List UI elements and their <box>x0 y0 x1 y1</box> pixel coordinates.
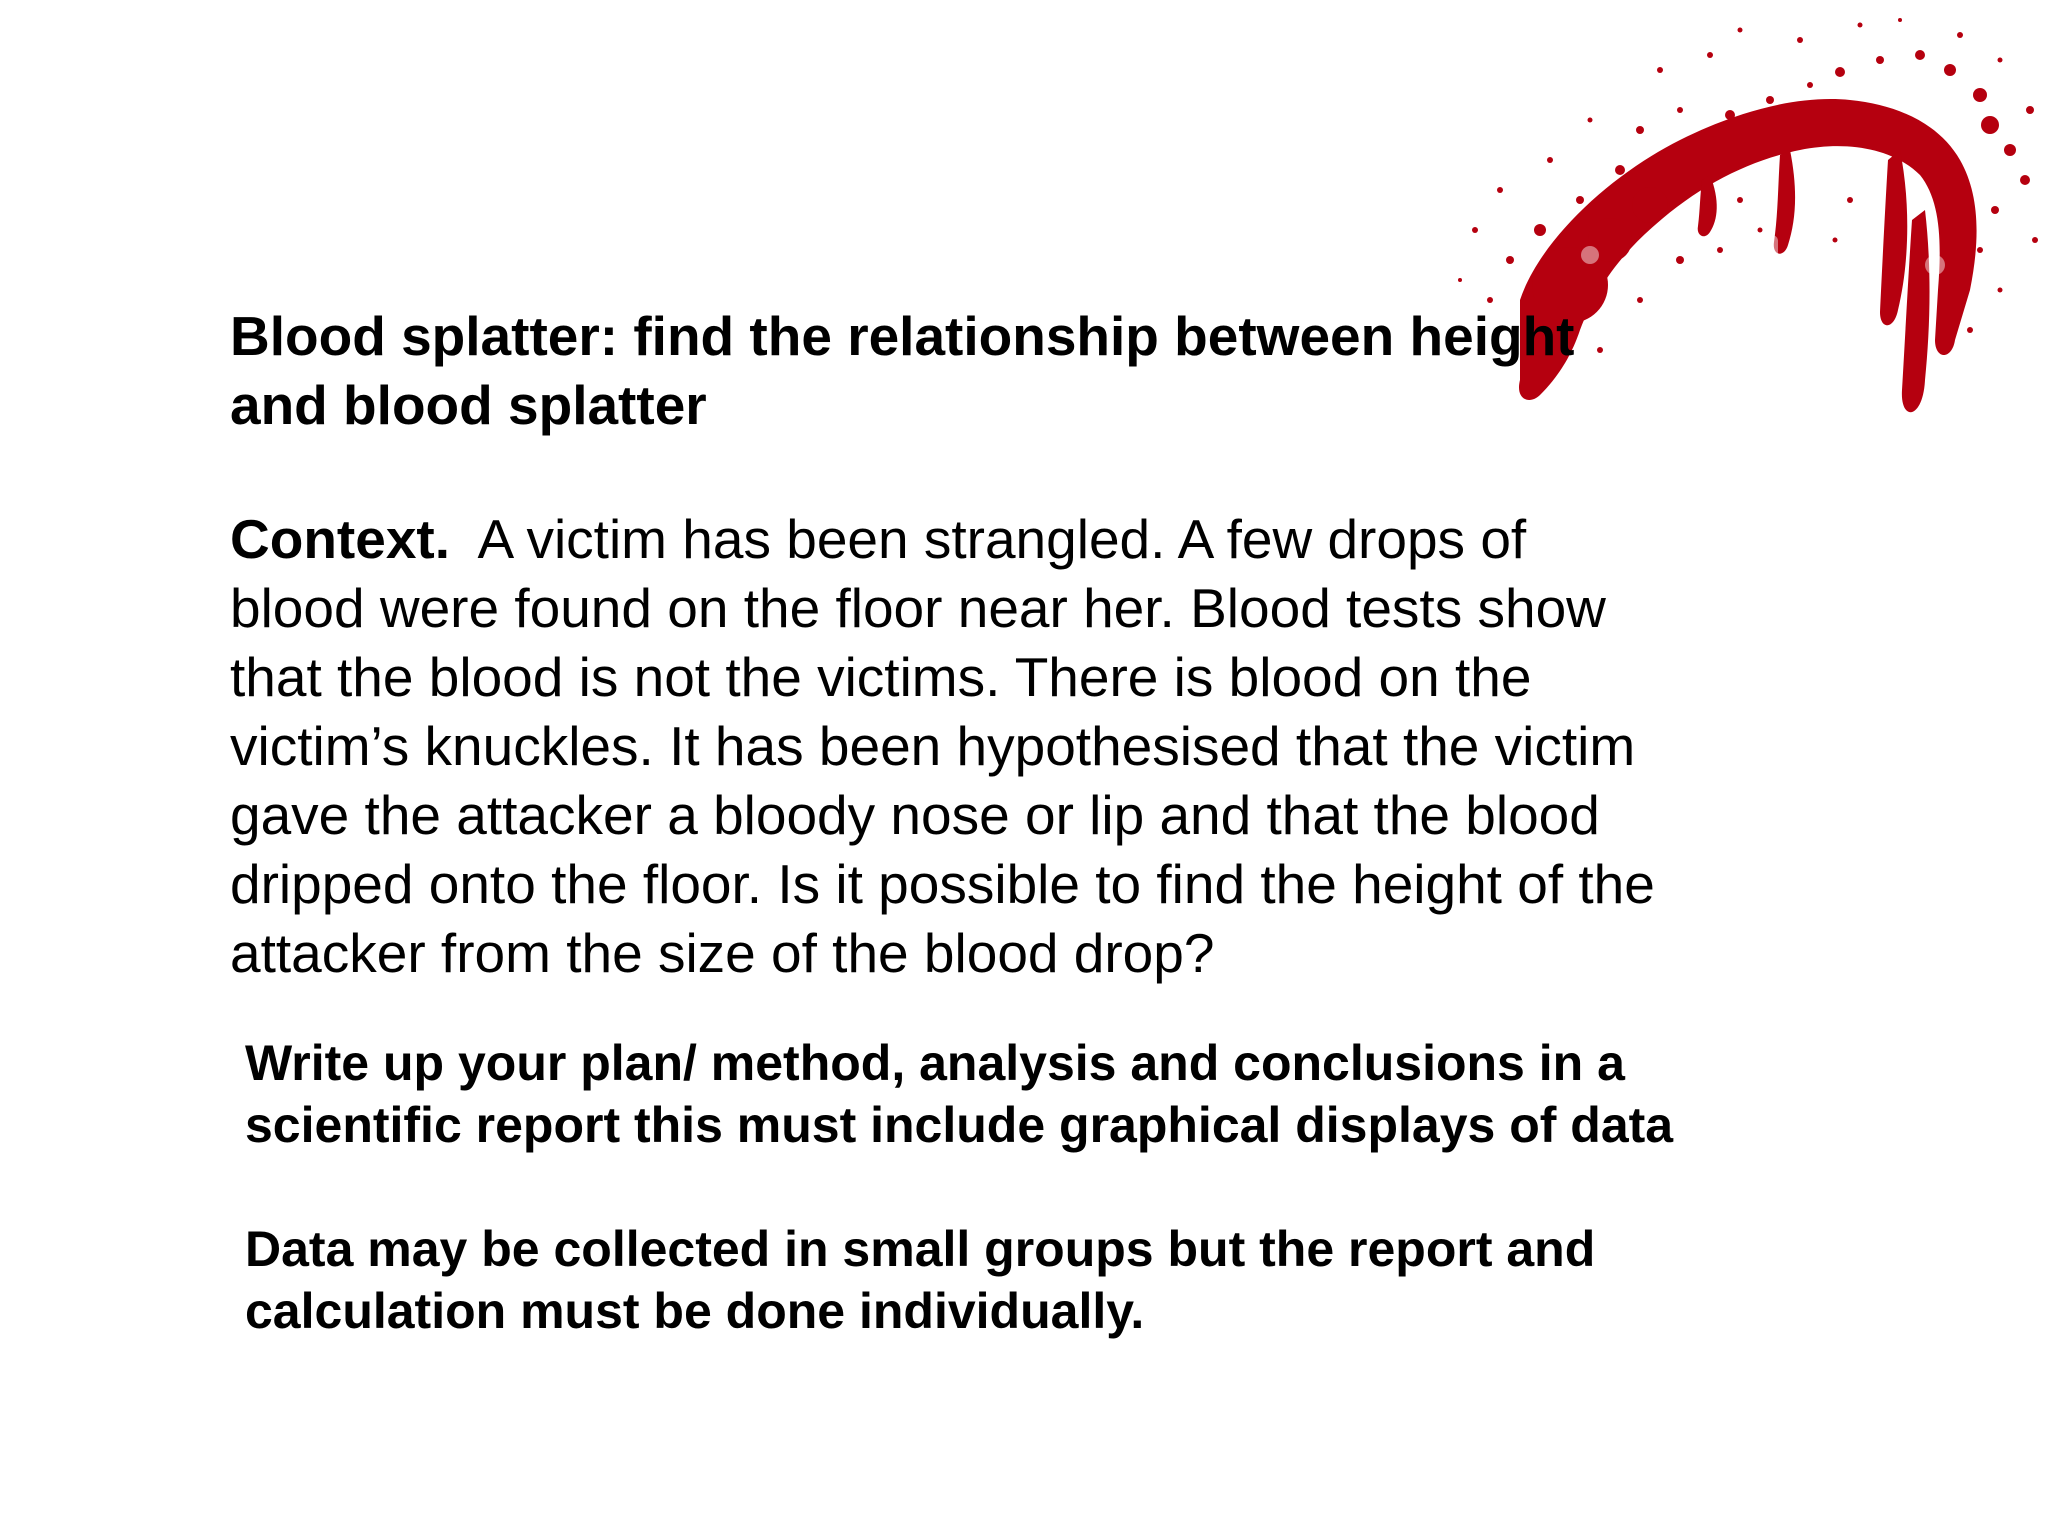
context-line-7: attacker from the size of the blood drop? <box>230 922 1215 984</box>
title-line-1: Blood splatter: find the relationship between height <box>230 305 1575 367</box>
context-line-6: dripped onto the floor. Is it possible to find the height of the <box>230 853 1655 915</box>
context-line-1: A victim has been strangled. A few drops of <box>477 508 1527 570</box>
instructions-paragraph-2 <box>245 1218 1805 1342</box>
context-line-3: that the blood is not the victims. There is blood on the <box>230 646 1532 708</box>
context-line-4: victim’s knuckles. It has been hypothesised that the victim <box>230 715 1636 777</box>
instructions-2-line-2: calculation must be done individually. <box>245 1283 1145 1339</box>
instructions-1-line-1: Write up your plan/ method, analysis and conclusions in a <box>245 1035 1625 1091</box>
instructions-block <box>245 1032 1805 1342</box>
instructions-2-line-1: Data may be collected in small groups but the report and <box>245 1221 1596 1277</box>
title-line-2: and blood splatter <box>230 374 707 436</box>
context-label: Context. <box>230 508 450 570</box>
context-paragraph <box>230 505 1790 988</box>
instructions-1-line-2: scientific report this must include graphical displays of data <box>245 1097 1674 1153</box>
page-title <box>230 302 1750 440</box>
context-line-2: blood were found on the floor near her. Blood tests show <box>230 577 1606 639</box>
context-line-5: gave the attacker a bloody nose or lip and that the blood <box>230 784 1600 846</box>
instructions-paragraph-1 <box>245 1032 1805 1156</box>
